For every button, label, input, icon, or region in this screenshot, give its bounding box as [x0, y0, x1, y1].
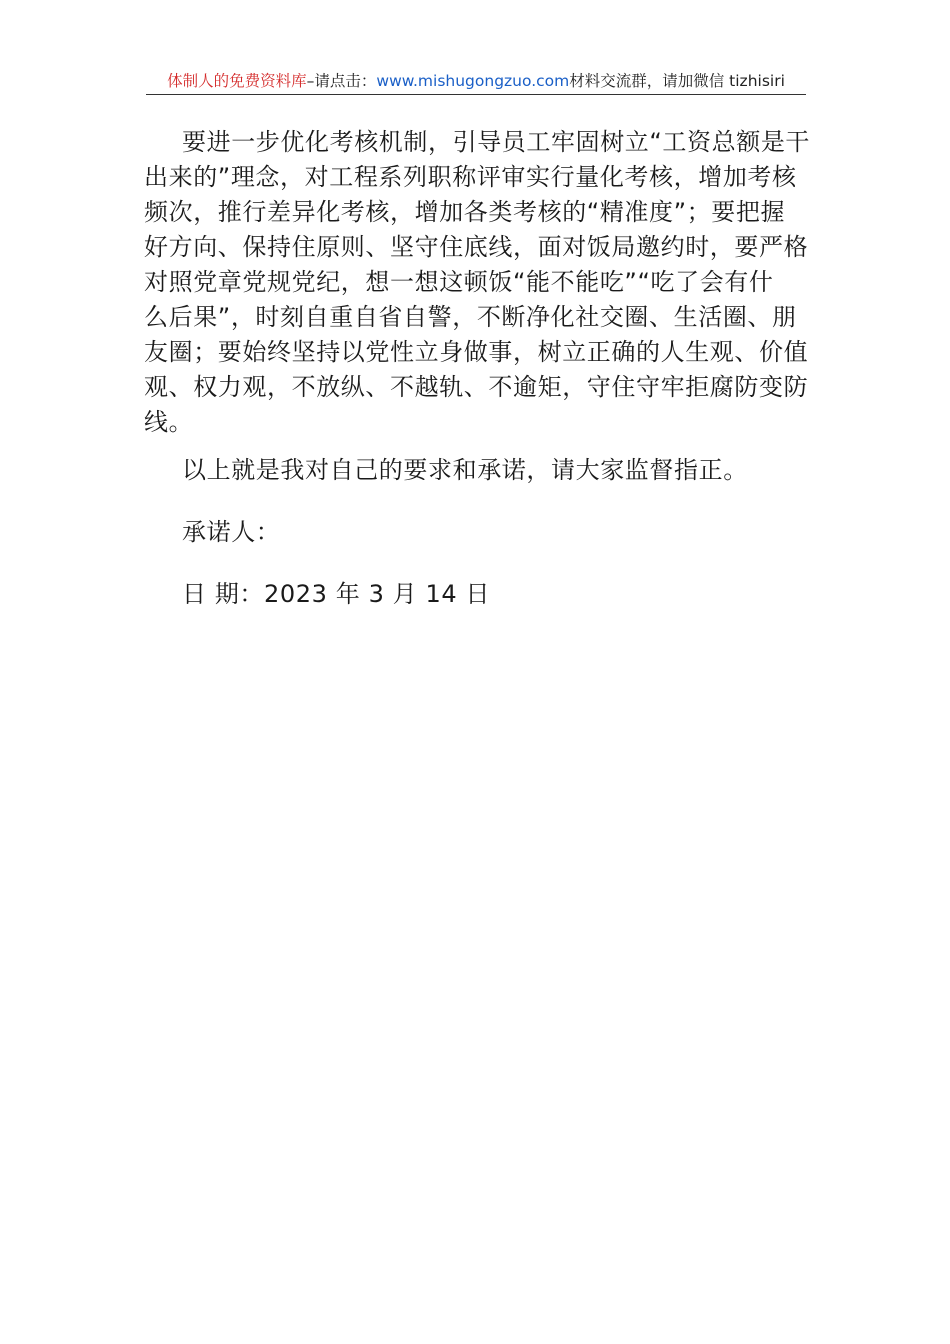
paragraph-line: 频次，推行差异化考核，增加各类考核的“精准度”；要把握: [144, 198, 786, 226]
paragraph-line: 观、权力观，不放纵、不越轨、不逾矩，守住守牢拒腐防变防: [144, 373, 809, 401]
header-separator: –请点击：: [306, 72, 377, 90]
signer-label: 承诺人：: [182, 517, 281, 546]
paragraph-line: 线。: [144, 408, 194, 436]
header-contact-text: 材料交流群，请加微信 tizhisiri: [569, 72, 785, 90]
page-header: [146, 70, 806, 94]
paragraph-line: 对照党章党规党纪，想一想这顿饭“能不能吃”“吃了会有什: [144, 268, 774, 296]
header-site-link[interactable]: www.mishugongzuo.com: [376, 72, 570, 90]
paragraph-line: 好方向、保持住原则、坚守住底线，面对饭局邀约时，要严格: [144, 233, 809, 261]
paragraph-line: 要进一步优化考核机制，引导员工牢固树立“工资总额是干: [182, 128, 811, 156]
header-divider: [146, 94, 806, 95]
date-line: 日 期：2023 年 3 月 14 日: [182, 579, 491, 608]
paragraph-line: 么后果”，时刻自重自省自警，不断净化社交圈、生活圈、朋: [144, 303, 797, 331]
closing-statement: 以上就是我对自己的要求和承诺，请大家监督指正。: [182, 456, 748, 484]
document-body: [144, 122, 811, 619]
header-brand: 体制人的免费资料库: [167, 72, 307, 90]
paragraph-line: 友圈；要始终坚持以党性立身做事，树立正确的人生观、价值: [144, 338, 809, 366]
paragraph-line: 出来的”理念，对工程系列职称评审实行量化考核，增加考核: [144, 163, 797, 191]
commitment-paragraph: [144, 122, 811, 437]
